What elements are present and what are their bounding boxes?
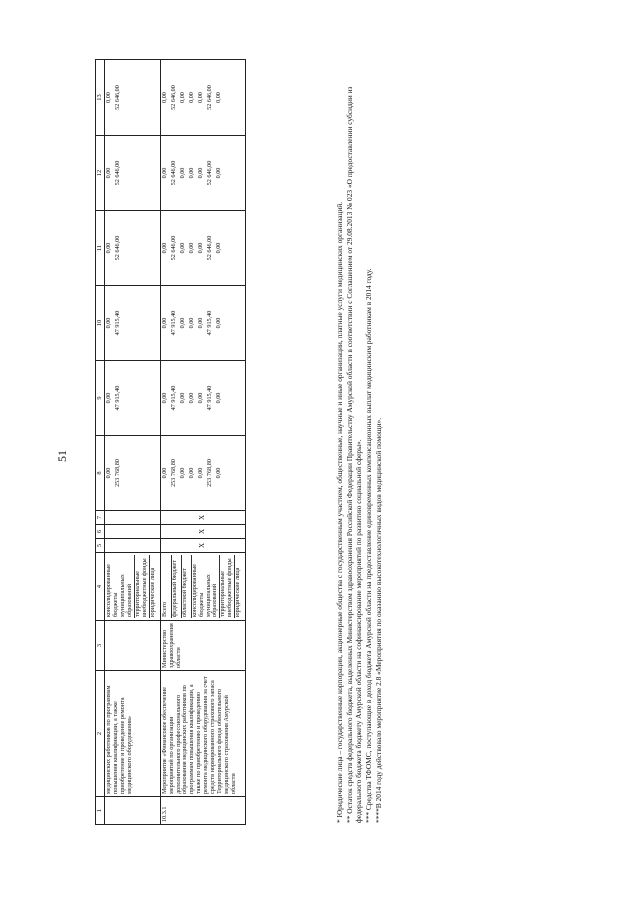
funding-source: Всего	[162, 555, 172, 618]
amount: 0,00	[187, 242, 195, 254]
funding-source: территориальные внебюджетные фонды	[135, 555, 150, 618]
col-number: 3	[96, 621, 105, 671]
cell-col6	[105, 525, 161, 539]
funding-source: областной бюджет	[182, 555, 192, 618]
col-number: 1	[96, 797, 105, 825]
funding-source: федеральный бюджет	[172, 555, 182, 618]
amount-col11	[160, 211, 246, 286]
amount	[124, 288, 133, 358]
amount: 52 646,00	[205, 160, 213, 186]
amount: 0,00	[214, 392, 222, 404]
cell-col6: X	[160, 525, 246, 539]
cell-col7	[105, 511, 161, 525]
amount	[124, 62, 133, 133]
amount: 52 646,00	[169, 160, 177, 186]
amount: 52 646,00	[169, 85, 177, 110]
funding-source: консолидированные бюджеты муниципальных образований	[192, 555, 221, 618]
amount: 0,00	[196, 167, 204, 179]
cell-col5	[105, 539, 161, 553]
page-number: 51	[55, 450, 69, 462]
executor: Министерство здравоохранения области	[160, 621, 246, 671]
measure-description: медицинских работников по программам повышения квалификации, а также приобретение и проведение ремонта медицинского оборудования»	[105, 671, 161, 797]
cell-col7: X	[160, 511, 246, 525]
amount: 0,00	[178, 167, 186, 179]
amount-col9	[105, 361, 161, 436]
cell-col5: X	[160, 539, 246, 553]
amount: 52 646,00	[114, 85, 121, 110]
measure-description: Мероприятие «Финансовое обеспечение мероприятий по организации дополнительного профессионального образования медицинских работников по программам повышения квалификации, а также по приобретению и проведению ремонта медицинского оборудования за счет средств нормированного страхового запаса Территориального фонда обязательного медицинского страхования Амурской области	[160, 671, 246, 797]
amount: 0,00	[214, 467, 222, 479]
amount: 0,00	[178, 92, 186, 103]
amount: 0,00	[196, 317, 204, 329]
amount: 0,00	[178, 242, 186, 254]
amount	[124, 138, 133, 208]
col-number: 12	[96, 136, 105, 211]
col-number: 11	[96, 211, 105, 286]
amount: 52 646,00	[114, 160, 121, 186]
amount-col13	[105, 60, 161, 136]
amount: 253 768,80	[205, 459, 213, 487]
amount: 0,00	[187, 92, 195, 103]
col-number: 9	[96, 361, 105, 436]
amount: 0,00	[178, 317, 186, 329]
amount: 0,00	[187, 317, 195, 329]
amount: 0,00	[187, 167, 195, 179]
col-number: 10	[96, 286, 105, 361]
col-number: 8	[96, 436, 105, 511]
amount: 0,00	[187, 467, 195, 479]
amount: 0,00	[214, 242, 222, 254]
amount: 0,00	[196, 242, 204, 254]
amount-col10	[160, 286, 246, 361]
amount: 52 646,00	[205, 85, 213, 110]
col-number: 6	[96, 525, 105, 539]
amount	[124, 438, 133, 508]
funding-source: юридические лица	[234, 567, 242, 617]
amount: 0,00	[160, 242, 168, 254]
footnotes	[335, 63, 383, 823]
amount: 0,00	[196, 392, 204, 404]
amount: 0,00	[214, 92, 222, 103]
amount: 0,00	[178, 467, 186, 479]
row-number: 10.3.1	[160, 797, 246, 825]
amount: 253 768,80	[114, 459, 121, 487]
footnote: * Юридические лица – государственные корпорации, акционерные общества с государственным участием, общественные, научные и иные организации, платные услуги медицинских организаций.	[335, 201, 344, 823]
amount: 47 915,40	[114, 385, 121, 411]
amount: 0,00	[105, 392, 112, 404]
amount: 0,00	[178, 392, 186, 404]
footnote: *** Средства ТФОМС, поступающие в доход бюджета Амурской области на предоставление единовременных компенсационных выплат медицинским работникам в 2014 году.	[363, 268, 373, 823]
col-number: 5	[96, 539, 105, 553]
amount: 52 646,00	[205, 235, 213, 261]
amount: 0,00	[160, 392, 168, 404]
amount: 0,00	[214, 317, 222, 329]
funding-sources	[105, 553, 161, 621]
amount: 0,00	[105, 317, 112, 329]
amount-col13	[160, 60, 246, 136]
amount	[124, 363, 133, 433]
amount: 0,00	[160, 92, 168, 103]
amount: 0,00	[105, 92, 112, 103]
footnote: ** Остаток средств федерального бюджета, выделенных Министерством здравоохранения Российской Федерации Правительству Амурской области в соответствии с Соглашением от 29.08.2013 № 023 «О предоставлении субсидии из федерального бюджета бюджету Амурской области на софинансирование мероприятий по развитию социальной сферы».	[344, 86, 364, 823]
amount-col9	[160, 361, 246, 436]
col-number: 4	[96, 553, 105, 621]
amount: 47 915,40	[169, 310, 177, 336]
amount: 52 646,00	[169, 235, 177, 261]
measure-row-10-3-1	[160, 60, 246, 825]
amount: 0,00	[187, 392, 195, 404]
funding-sources	[160, 553, 246, 621]
executor	[105, 621, 161, 671]
amount: 253 768,80	[169, 459, 177, 487]
amount	[124, 213, 133, 283]
amount: 0,00	[196, 467, 204, 479]
amount-col12	[160, 136, 246, 211]
amount: 52 646,00	[114, 235, 121, 261]
funding-source: территориальные внебюджетные фонды	[220, 555, 235, 618]
amount: 47 915,40	[205, 385, 213, 411]
continuation-row	[105, 60, 161, 825]
amount: 0,00	[160, 467, 168, 479]
amount: 0,00	[214, 167, 222, 179]
amount-col8	[105, 436, 161, 511]
amount: 0,00	[105, 167, 112, 179]
amount: 0,00	[160, 167, 168, 179]
amount: 47 915,40	[169, 385, 177, 411]
column-number-row	[96, 60, 105, 825]
funding-source: юридические лица	[148, 567, 156, 617]
amount: 0,00	[105, 242, 112, 254]
amount-col10	[105, 286, 161, 361]
amount: 0,00	[105, 467, 112, 479]
amount: 0,00	[196, 92, 204, 103]
col-number: 2	[96, 671, 105, 797]
amount: 47 915,40	[205, 310, 213, 336]
funding-source: консолидированные бюджеты муниципальных образований	[106, 555, 135, 618]
row-number	[105, 797, 161, 825]
budget-table	[95, 59, 246, 825]
amount-col11	[105, 211, 161, 286]
amount: 0,00	[160, 317, 168, 329]
amount-col12	[105, 136, 161, 211]
amount-col8	[160, 436, 246, 511]
col-number: 7	[96, 511, 105, 525]
col-number: 13	[96, 60, 105, 136]
footnote: ****В 2014 году действовало мероприятие 2.8 «Мероприятия по оказанию высокотехнологичных видов медицинской помощи».	[373, 417, 383, 823]
amount: 47 915,40	[114, 310, 121, 336]
